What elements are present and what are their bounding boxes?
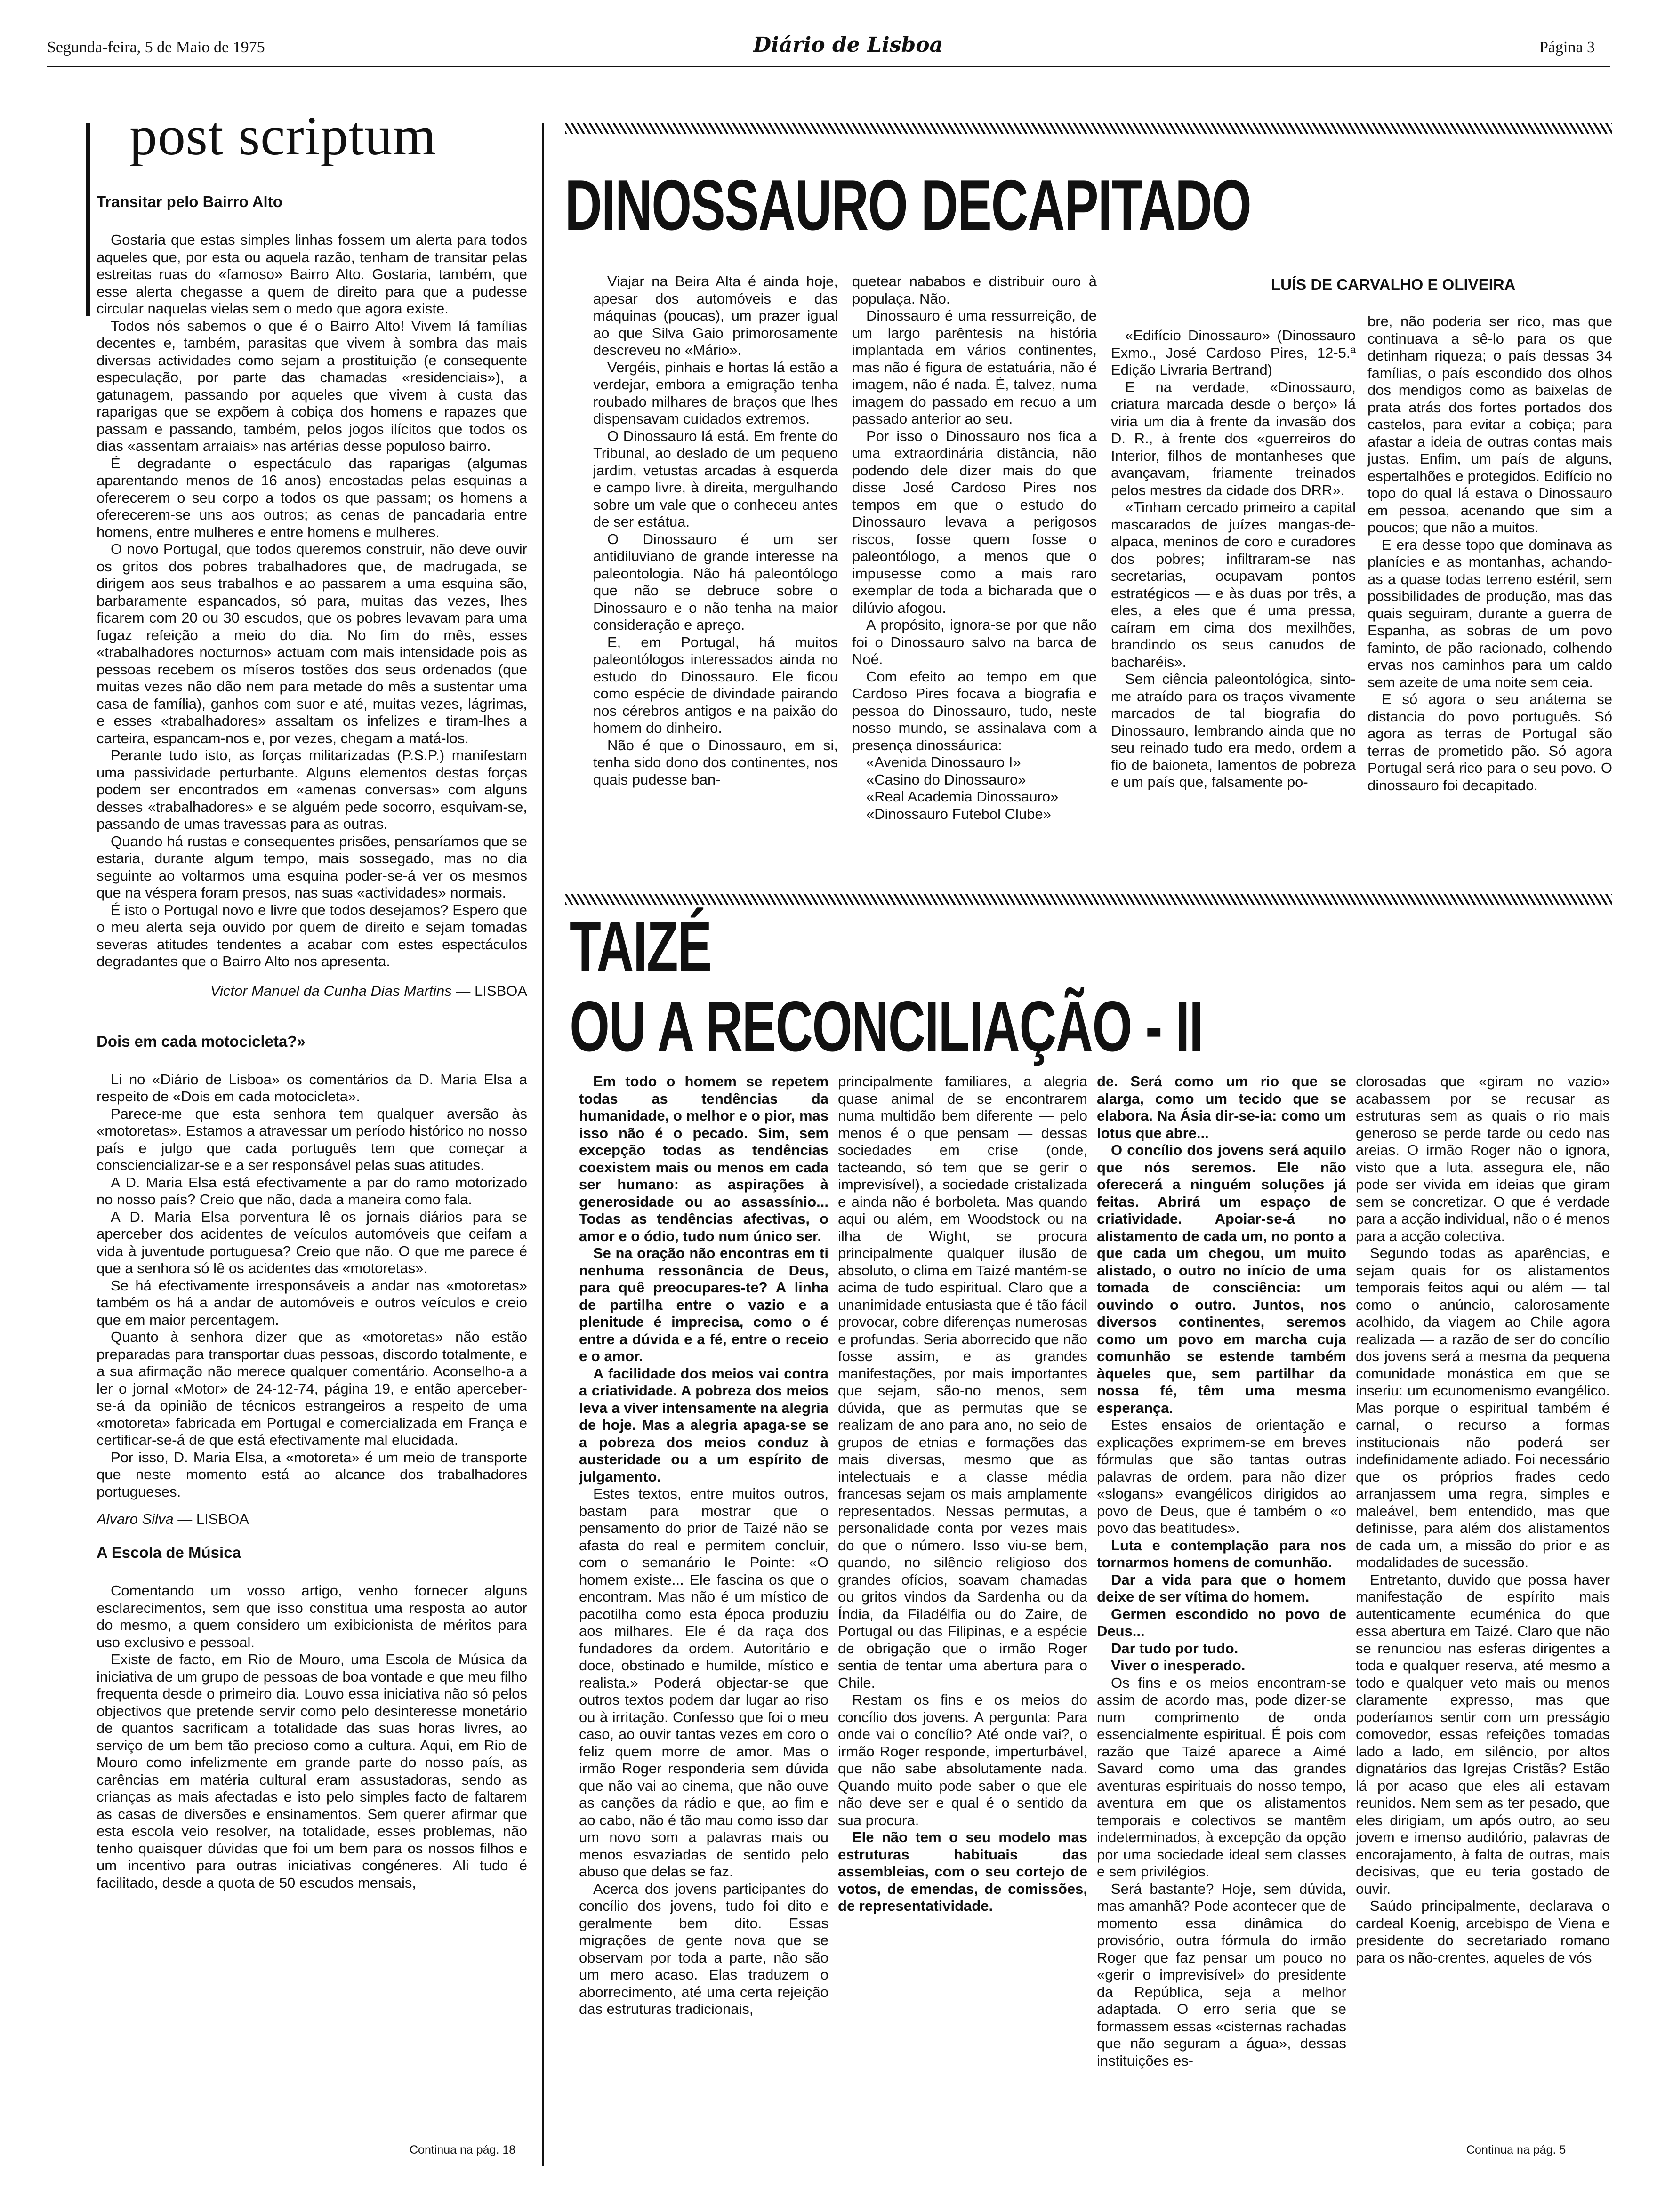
taize-slogan: Luta e contemplação para nos tornarmos homens de comunhão. [1097,1537,1346,1571]
taize-paragraph: Estes textos, entre muitos outros, bastam para mostrar que o pensamento do prior de Taizé não se afasta do real e permitem concluir, com o semanário le Pointe: «O homem existe... Ele fascina os que o encontram. Mas não é um místico de pacotilha como esta época produziu aos milhares. Ele é da raça dos fundadores da ordem. Autoritário e doce, obstinado e humilde, místico e realista.» Poderá objectar-se que outros textos podem dar lugar ao riso ou à irritação. Confesso que foi o meu caso, ao ouvir tantas vezes em coro o feliz quem morre de amor. Mas o irmão Roger responderia sem dúvida que não vai ao cinema, que não ouve as canções da rádio e que, ao fim e ao cabo, não é tão mau como isso dar um novo som a palavras mais ou menos esvaziadas de sentido pelo abuso que delas se faz. [579,1485,828,1880]
dino-paragraph: Com efeito ao tempo em que Cardoso Pires focava a biografia e pessoa do Dinossauro, tudo, neste nosso mundo, se assinalava com a presença dinossáurica: [852,668,1097,753]
letter1-paragraph: Perante tudo isto, as forças militarizadas (P.S.P.) manifestam uma passividade perturbante. Alguns elementos destas forças podem ser encontrados em «amenas conversas» com alguns desses «trabalhadores» e se alguém pede socorro, esquivam-se, passando de umas travessas para as outras. [97,747,527,832]
letter2-paragraph: A D. Maria Elsa porventura lê os jornais diários para se aperceber dos acidentes de veículos automóveis que ceifam a vida à juventude portuguesa? Creio que não. O que me parece é que a senhora só lê os acidentes das «motoretas». [97,1208,527,1276]
taize-paragraph: Será bastante? Hoje, sem dúvida, mas amanhã? Pode acontecer que de momento essa dinâmica do provisório, outra fórmula do irmão Roger que faz pensar um pouco no «gerir o imprevisível» do presidente da República, seja a melhor adaptada. O erro seria que se formassem essas «cisternas rachadas que não seguram a água», dessas instituições es- [1097,1880,1346,2069]
letter1-author: Victor Manuel da Cunha Dias Martins [210,982,452,999]
dino-column-4 [1367,313,1612,894]
taize-paragraph: Os fins e os meios encontram-se assim de acordo mas, pode dizer-se num comprimento de onda essencialmente espiritual. É pois com razão que Taizé aparece a Aimé Savard como uma das grandes aventuras espirituais do nosso tempo, aventura em que os alistamentos temporais e colectivos se mantêm indeterminados, à excepção da opção por uma sociedade ideal sem classes e sem privilégios. [1097,1674,1346,1880]
taize-paragraph: Acerca dos jovens participantes do concílio dos jovens, tudo foi dito e geralmente bem dito. Essas migrações de gente nova que se observam por toda a parte, não são um mero acaso. Elas traduzem o aborrecimento, até uma certa rejeição das estruturas tradicionais, [579,1880,828,2017]
taize-slogan: Dar tudo por tudo. [1111,1640,1239,1657]
taize-paragraph: clorosadas que «giram no vazio» acabassem por se recusar as estruturas sem as quais o rio mais generoso se perde tarde ou cedo nas areias. O irmão Roger não o ignora, visto que a luta, assegura ele, não pode ser vivida em ideias que giram sem se concretizar. O que é verdade para a acção individual, não o é menos para a acção colectiva. [1356,1073,1610,1244]
letter1-signature: Victor Manuel da Cunha Dias Martins — LISBOA [210,982,527,999]
dino-paragraph: Sem ciência paleontológica, sinto-me atraído para os traços vivamente marcados de tal biografia do Dinossauro, lembrando ainda que no seu reinado tudo era medo, ordem a fio de baioneta, lamentos de pobreza e um país que, falsamente po- [1111,671,1356,790]
letter1-paragraph: Quando há rustas e consequentes prisões, pensaríamos que se estaria, durante algum tempo, mais sossegado, mas no dia seguinte ao voltarmos uma esquina poder-se-á ver os mesmos que na véspera foram presos, nas suas «actividades» normais. [97,833,527,901]
letter2-paragraph: A D. Maria Elsa está efectivamente a par do ramo motorizado no nosso país? Creio que não, dada a maneira como fala. [97,1174,527,1208]
taize-column-1 [579,1073,828,2165]
taize-headline-2: OU A RECONCILIAÇÃO - II [570,986,1203,1066]
letter1-place: LISBOA [475,982,527,999]
letter2-paragraph: Li no «Diário de Lisboa» os comentários da D. Maria Elsa a respeito de «Dois em cada motocicleta». [97,1071,527,1105]
dino-headline: DINOSSAURO DECAPITADO [565,165,1251,245]
dino-paragraph: Viajar na Beira Alta é ainda hoje, apesar dos automóveis e das máquinas (poucas), um prazer igual ao que Silva Gaio primorosamente descreveu no «Mário». [593,273,838,358]
letter3-body [97,1582,527,1891]
dino-paragraph: A propósito, ignora-se por que não foi o Dinossauro salvo na barca de Noé. [852,617,1097,667]
taize-hatch-band [565,894,1612,905]
header-rule [47,66,1610,67]
letter2-paragraph: Por isso, D. Maria Elsa, a «motoreta» é um meio de transporte que neste momento está ao alcance dos trabalhadores portugueses. [97,1449,527,1500]
letter2-body [97,1071,527,1501]
dino-paragraph: Não é que o Dinossauro, em si, tenha sido dono dos continentes, nos quais pudesse ban- [593,737,838,788]
taize-paragraph: Entretanto, duvido que possa haver manifestação de espírito mais autenticamente ecuménica do que essa abertura em Taizé. Claro que não se renunciou nas esferas dirigentes a toda e qualquer reserva, até mesmo a todo e qualquer veto mais ou menos claramente expresso, mas que poderíamos sentir com um presságio comovedor, essas refeições tomadas lado a lado, em silêncio, por altos dignatários das Igrejas Cristãs? Estão lá por acaso que eles ali estavam reunidos. Nem sem as ter pesado, que eles dirigiam, um após outro, ao seu jovem e imenso auditório, palavras de encorajamento, à falta de outras, mais decisivas, que eu teria gostado de ouvir. [1356,1571,1610,1897]
taize-paragraph: Se na oração não encontras em ti nenhuma ressonância de Deus, para quê preocupares-te? A linha de partilha entre o vazio e a plenitude é imprecisa, como o é entre a dúvida e a fé, entre o receio e o amor. [579,1245,828,1364]
dino-paragraph: Vergéis, pinhais e hortas lá estão a verdejar, embora a emigração tenha roubado milhares de braços que lhes dispensavam cuidados extremos. [593,359,838,427]
letter1-paragraph: É isto o Portugal novo e livre que todos desejamos? Espero que o meu alerta seja ouvido por quem de direito e sejam tomadas severas atitudes tendentes a acabar com estes espectáculos degradantes que o Bairro Alto nos apresenta. [97,901,527,970]
taize-slogan: Dar a vida para que o homem deixe de ser vítima do homem. [1097,1571,1346,1605]
dino-list-item: «Avenida Dinossauro I» [866,754,1021,770]
letter2-place: LISBOA [196,1511,249,1527]
dino-list-item: «Real Academia Dinossauro» [866,788,1059,805]
dino-list-item: «Casino do Dinossauro» [866,771,1026,788]
dino-column-2 [852,273,1097,894]
column-divider [542,123,544,2166]
letter1-paragraph: O novo Portugal, que todos queremos construir, não deve ouvir os gritos dos pobres trabalhadores que, de madrugada, se dirigem aos seus trabalhos e ao passarem a uma esquina são, barbaramente espancados, só para, muitas das vezes, lhes ficarem com 20 ou 30 escudos, que os pobres levavam para uma fugaz refeição a meio do dia. No fim do mês, esses «trabalhadores nocturnos» actuam com mais intensidade pois as pessoas recebem os míseros tostões dos seus ordenados (que muitas vezes não dão nem para metade do mês a sustentar uma casa de família), ganhos com suor e até, muitas vezes, lágrimas, e esses «trabalhadores» assaltam os infelizes e tiram-lhes a carteira, espancam-nos e, por vezes, chegam a matá-los. [97,541,527,746]
dino-paragraph: Dinossauro é uma ressurreição, de um largo parêntesis na história implantada em vários continentes, mas não é figura de estatuária, não é imagem, não é nada. É, talvez, numa imagem do passado em recuo a um passado anterior ao seu. [852,307,1097,427]
letter2-title: Dois em cada motocicleta?» [97,1032,306,1050]
letter3-paragraph: Existe de facto, em Rio de Mouro, uma Escola de Música da iniciativa de um grupo de pessoas de boa vontade e que meu filho frequenta desde o primeiro dia. Louvo essa iniciativa não só pelos objectivos que pretende servir como pelo desinteresse monetário de quantos sacrificam a totalidade das suas horas livres, ao serviço de um bem tão precioso como a cultura. Aqui, em Rio de Mouro como infelizmente em grande parte do nosso país, as carências em matéria cultural eram assustadoras, sendo as crianças as mais afectadas e isto pelo simples facto de faltarem as casas de diversões e ensinamentos. Sem querer afirmar que esta escola veio resolver, na totalidade, esses problemas, não tenho quaisquer dúvidas que foi um bem para os nossos filhos e um incentivo para outras iniciativas congéneres. Ali tudo é facilitado, desde a quota de 50 escudos mensais, [97,1651,527,1891]
header-date: Segunda-feira, 5 de Maio de 1975 [47,39,265,56]
dino-column-1 [593,273,838,894]
ps-column [97,193,527,2170]
taize-column-4 [1356,1073,1610,2141]
letter3-title: A Escola de Música [97,1544,241,1561]
dino-paragraph: E, em Portugal, há muitos paleontólogos interessados ainda no estudo do Dinossauro. Ele ficou como espécie de divindade pairando nos cérebros antigos e na paixão do homem do dinheiro. [593,633,838,736]
taize-paragraph: principalmente familiares, a alegria quase animal de se encontrarem numa multidão bem diferente — pelo menos é o que pensam — dessas sociedades em crise (onde, tacteando, só tem que se gerir o imprevisível), a sociedade cristalizada e ainda não é borboleta. Mas quando aqui ou além, em Woodstock ou na ilha de Wight, se procura principalmente qualquer ilusão de absoluto, o clima em Taizé mantém-se acima de tudo espiritual. Claro que a unanimidade entusiasta que é tão fácil provocar, cobre diferenças numerosas e profundas. Seria aborrecido que não fosse assim, e as grandes manifestações, por mais importantes que sejam, são-no menos, sem dúvida, que as permutas que se realizam de ano para ano, no seio de grupos de etnias e formações das mais diversas, mesmo que as intelectuais e a classe média francesas sejam os mais amplamente representados. Nessas permutas, a personalidade conta por vezes mais do que o número. Isso viu-se bem, quando, no silêncio religioso dos grandes ofícios, soavam chamadas ou gritos vindos da Sardenha ou da Índia, da Filadélfia ou do Zaire, de Portugal ou das Filipinas, e a espécie de obrigação que o irmão Roger sentia de tentar uma abertura para o Chile. [838,1073,1087,1691]
dino-paragraph: O Dinossauro lá está. Em frente do Tribunal, ao deslado de um pequeno jardim, vetustas arcadas à esquerda e campo livre, à direita, mergulhando sobre um vale que o conheceu antes de ser estátua. [593,427,838,530]
letter2-paragraph: Quanto à senhora dizer que as «motoretas» não estão preparadas para transportar duas pessoas, discordo totalmente, e a sua afirmação não merece qualquer comentário. Aconselho-a a ler o jornal «Motor» de 24-12-74, página 19, e então aperceber-se-á da opinião de técnicos estrangeiros a respeito de uma «motoreta» fabricada em Portugal e comercializada em França e certificar-se-á de que está efectivamente mal elucidada. [97,1329,527,1448]
taize-paragraph: Segundo todas as aparências, e sejam quais for os alistamentos temporais feitos aqui ou além — tal como o anúncio, calorosamente acolhido, da viagem ao Chile agora realizada — a razão de ser do concílio dos jovens será a mesma da pequena comunidade monástica em que se inseriu: um ecunomenismo evangélico. Mas porque o espiritual também é carnal, o recurso a formas institucionais não poderá ser indefinidamente adiado. Foi necessário que os próprios frades cedo arranjassem uma regra, simples e maleável, bem entendido, mas que definisse, para além dos alistamentos de cada um, a missão do prior e as modalidades de sucessão. [1356,1245,1610,1571]
ps-vertical-rule [86,123,90,316]
dino-paragraph: E só agora o seu anátema se distancia do povo português. Só agora as terras de Portugal são terras de prometido pão. Só agora Portugal será rico para o seu povo. O dinossauro foi decapitado. [1367,691,1612,793]
taize-slogan: Viver o inesperado. [1111,1657,1246,1674]
taize-paragraph: Restam os fins e os meios do concílio dos jovens. A pergunta: Para onde vai o concílio? Até onde vai?, o irmão Roger responde, imperturbável, que não sabe absolutamente nada. Quando muito pode saber o que ele não deve ser e qual é o sentido da sua procura. [838,1691,1087,1828]
letter1-paragraph: É degradante o espectáculo das raparigas (algumas aparentando menos de 16 anos) encostadas pelas esquinas a oferecerem o seu corpo a todos os que passam; os homens a oferecerem-se uns aos outros; as cenas de pancadaria entre homens, entre mulheres e entre homens e mulheres. [97,455,527,540]
letter2-signature: Alvaro Silva — LISBOA [97,1511,249,1527]
dino-column-3 [1111,327,1356,894]
letter3-continuation: Continua na pág. 18 [410,2143,516,2156]
letter2-author: Alvaro Silva [97,1511,174,1527]
taize-paragraph: Em todo o homem se repetem todas as tendências da humanidade, o melhor e o pior, mas isso não é o pecado. Sim, sem excepção todas as tendências coexistem mais ou menos em cada ser humano: as aspirações à generosidade ou ao assassínio... Todas as tendências afectivas, o amor e o ódio, tudo num único ser. [579,1073,828,1244]
letter3-paragraph: Comentando um vosso artigo, venho fornecer alguns esclarecimentos, sem que isso constitua uma resposta ao autor do mesmo, a quem considero um exibicionista de méritos para uso exclusivo e pessoal. [97,1582,527,1651]
letter1-paragraph: Todos nós sabemos o que é o Bairro Alto! Vivem lá famílias decentes e, também, parasitas que vivem à sombra das mais diversas actividades como sejam a prostituição (e consequente especulação, por parte das chamadas «residenciais»), a gatunagem, passando por aqueles que vivem à custa das raparigas que se expõem à cobiça dos homens e rapazes que passam e passando, também, pelos jogos ilícitos que todos os dias «assentam arraiais» nas artérias desse populoso bairro. [97,317,527,454]
dino-list-item: «Dinossauro Futebol Clube» [866,805,1051,822]
dino-paragraph: E era desse topo que dominava as planícies e as montanhas, achando-as a quase todas terreno estéril, sem possibilidades de produção, mas das quais seguiram, durante a guerra de Espanha, as sobras de um povo faminto, de pão racionado, colhendo ervas nos caminhos para um caldo sem azeite de uma noite sem ceia. [1367,536,1612,690]
dino-byline: LUÍS DE CARVALHO E OLIVEIRA [1271,276,1516,293]
dino-paragraph: «Tinham cercado primeiro a capital mascarados de juízes mangas-de-alpaca, meninos de coro e curadores dos pobres; infiltraram-se nas secretarias, ocupavam pontos estratégicos — e às duas por três, a eles, a eles que é uma pressa, caíram em cima dos mexilhões, brandindo os seus canudos de bacharéis». [1111,499,1356,670]
letter1-paragraph: Gostaria que estas simples linhas fossem um alerta para todos aqueles que, por esta ou aquela razão, tenham de transitar pelas estreitas ruas do «famoso» Bairro Alto. Gostaria, também, que esse alerta chegasse a quem de direito para que a pudesse circular naquelas vielas sem o medo que agora existe. [97,232,527,317]
dino-paragraph: Por isso o Dinossauro nos fica a uma extraordinária distância, não podendo dele dizer mais do que disse José Cardoso Pires nos tempos em que o estudo do Dinossauro levava a perigosos riscos, fosse quem fosse o paleontólogo, a menos que o impusesse como a mais raro exemplar de toda a bicharada que o dilúvio afogou. [852,427,1097,616]
letter2-paragraph: Parece-me que esta senhora tem qualquer aversão às «motoretas». Estamos a atravessar um período histórico no nosso país e julgo que cada português tem que começar a consciencializar-se e a ser responsável pelas suas atitudes. [97,1105,527,1173]
taize-paragraph: O concílio dos jovens será aquilo que nós seremos. Ele não oferecerá a ninguém soluções já feitas. Abrirá um espaço de criatividade. Apoiar-se-á no alistamento de cada um, no ponto a que cada um chegou, um muito alistado, o outro no início de uma tomada de consciência: um ouvindo o outro. Juntos, nos diversos continentes, seremos como um povo em marcha cuja comunhão se estende também àqueles que, sem partilhar da nossa fé, têm uma mesma esperança. [1097,1142,1346,1416]
taize-slogan: Germen escondido no povo de Deus... [1097,1605,1346,1639]
masthead: Diário de Lisboa [753,33,943,57]
taize-continuation: Continua na pág. 5 [1466,2143,1566,2156]
taize-paragraph: Estes ensaios de orientação e explicações exprimem-se em breves fórmulas que são tantas outras palavras de ordem, para não dizer «slogans» evangélicos dirigidos ao povo de Deus, que é também o «o povo das beatitudes». [1097,1417,1346,1536]
ps-section-title: post scriptum [129,105,437,167]
taize-column-2 [838,1073,1087,2165]
taize-paragraph: A facilidade dos meios vai contra a criatividade. A pobreza dos meios leva a viver intensamente na alegria de hoje. Mas a alegria apaga-se se a pobreza dos meios conduz à austeridade ou a um espírito de julgamento. [579,1365,828,1485]
dino-paragraph: E na verdade, «Dinossauro, criatura marcada desde o berço» lá viria um dia à frente da invasão dos D. R., à frente dos «guerreiros do Interior, filhos de montanheses que avançavam, friamente treinados pelos mestres da cidade dos DRR». [1111,378,1356,498]
letter1-title: Transitar pelo Bairro Alto [97,193,282,210]
letter1-body [97,232,527,970]
dino-paragraph: O Dinossauro é um ser antidiluviano de grande interesse na paleontologia. Não há paleontólogo que não se debruce sobre o Dinossauro e o não tenha na maior consideração e apreço. [593,530,838,633]
page-number: Página 3 [1539,39,1595,56]
dino-hatch-band [565,123,1612,134]
taize-paragraph: de. Será como um rio que se alarga, como um tecido que se elabora. Na Ásia dir-se-ia: como um lotus que abre... [1097,1073,1346,1141]
dino-paragraph: bre, não poderia ser rico, mas que continuava a sê-lo para os que detinham riqueza; o país dessas 34 famílias, o país escondido dos olhos dos mendigos como as baixelas de prata atrás dos fortes portados dos castelos, para evitar a cobiça; para afastar a ideia de outras contas mais justas. Enfim, um país de alguns, espertalhões e protegidos. Edifício no topo do qual lá estava o Dinossauro em pessoa, acenando que sim a poucos; que não a muitos. [1367,313,1612,536]
dino-paragraph: quetear nababos e distribuir ouro à populaça. Não. [852,273,1097,307]
letter2-paragraph: Se há efectivamente irresponsáveis a andar nas «motoretas» também os há a andar de automóveis e outros veículos e creio que em maior percentagem. [97,1277,527,1328]
taize-paragraph: Ele não tem o seu modelo mas estruturas habituais das assembleias, com o seu cortejo de votos, de emendas, de comissões, de representatividade. [838,1829,1087,1914]
taize-headline-1: TAIZÉ [570,906,711,986]
dino-paragraph: «Edifício Dinossauro» (Dinossauro Exmo., José Cardoso Pires, 12-5.ª Edição Livraria Bertrand) [1111,327,1356,378]
taize-paragraph: Saúdo principalmente, declarava o cardeal Koenig, arcebispo de Viena e presidente do secretariado romano para os não-crentes, aqueles de vós [1356,1898,1610,1966]
taize-column-3 [1097,1073,1346,2165]
